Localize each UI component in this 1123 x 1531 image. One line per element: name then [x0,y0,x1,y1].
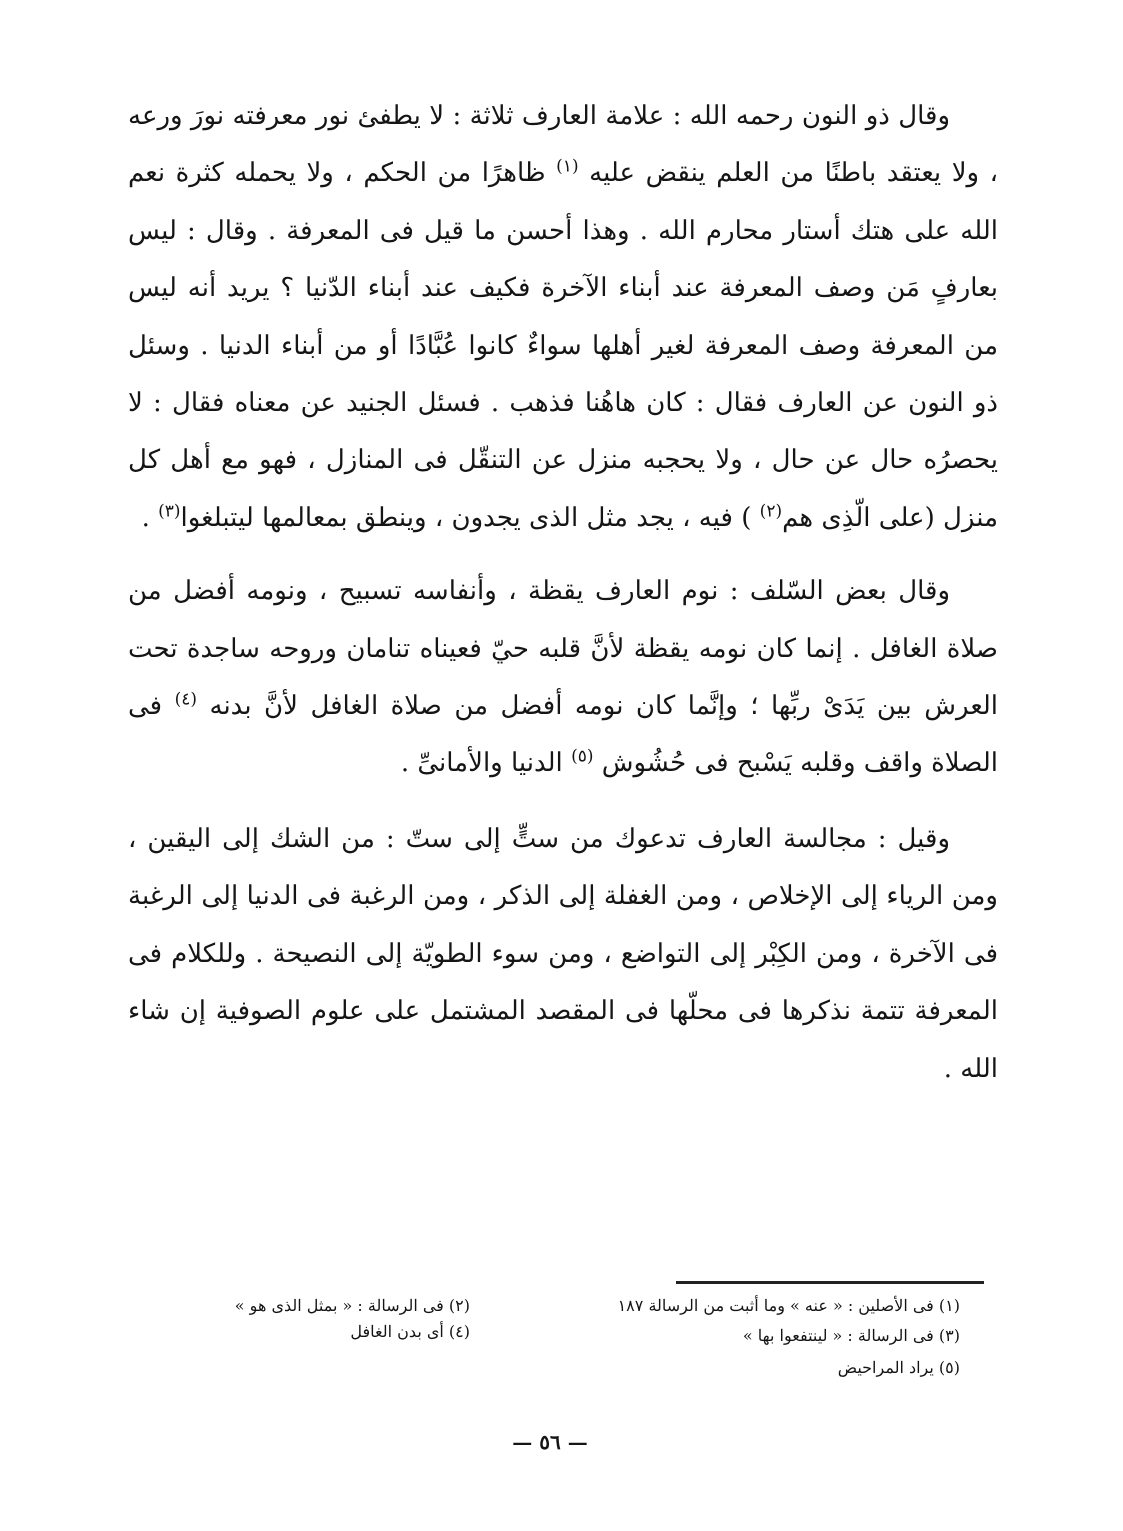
footnotes [160,1296,960,1406]
footnote-2: (٢) فى الرسالة : « بمثل الذى هو » [234,1296,470,1315]
paragraph-3 [128,811,998,1098]
paragraph-2-text-c: الدنيا والأمانىِّ . [400,748,563,779]
paragraph-1 [128,88,998,547]
footnote-1: (١) فى الأصلين : « عنه » وما أثبت من الرسالة ١٨٧ [617,1296,960,1315]
paragraph-1-text-a: وقال ذو النون رحمه الله : علامة العارف ثلاثة : لا يطفئ نور معرفته نورَ ورعه ، ولا يعتقد باطنًا من العلم ينقض عليه [128,101,999,189]
page-number: — ٥٦ — [512,1430,588,1454]
footnote-4: (٤) أى بدن الغافل [350,1322,470,1341]
footnote-ref-5: (٥) [571,746,594,767]
paragraph-1-text-b: ظاهرًا من الحكم ، ولا يحمله كثرة نعم الله على هتك أستار محارم الله . وهذا أحسن ما قيل فى المعرفة . وقال : ليس بعارفٍ مَن وصف المعرفة عند أبناء الآخرة فكيف عند أبناء الدّنيا ؟ يريد أنه ليس من المعرفة وصف المعرفة لغير أهلها سواءٌ كانوا عُبَّادًا أو من أبناء الدنيا . وسئل ذو النون عن العارف فقال : كان هاهُنا فذهب . فسئل الجنيد عن معناه فقال : لا يحصرُه حال عن حال ، ولا يحجبه منزل عن التنقّل فى المنازل ، فهو مع أهل كل منزل (على الّذِى هم [128,158,998,533]
paragraph-1-text-c: ) فيه ، يجد مثل الذى يجدون ، وينطق بمعالمها ليتبلغوا [180,502,752,533]
paragraph-2 [128,563,998,793]
paragraph-3-text: وقيل : مجالسة العارف تدعوك من ستٍّ إلى ستّ : من الشك إلى اليقين ، ومن الرياء إلى الإخلاص ، ومن الغفلة إلى الذكر ، ومن الرغبة فى الدنيا إلى الرغبة فى الآخرة ، ومن الكِبْر إلى التواضع ، ومن سوء الطويّة إلى النصيحة . وللكلام فى المعرفة تتمة نذكرها فى محلّها فى المقصد المشتمل على علوم الصوفية إن شاء الله . [128,823,998,1084]
paragraph-2-text-a: وقال بعض السّلف : نوم العارف يقظة ، وأنفاسه تسبيح ، ونومه أفضل من صلاة الغافل . إنما كان نومه يقظة لأنَّ قلبه حيّ فعيناه تناماﻥ وروحه ساجدة تحت العرش بين يَدَىْ ربِّها ؛ وإنَّما كان نومه أفضل من صلاة الغافل لأنَّ بدنه [128,576,999,722]
footnote-divider [676,1281,984,1284]
paragraph-2-text-b: فى الصلاة واقف وقلبه يَسْبح فى حُشُوش [128,691,998,779]
footnote-ref-3: (٣) [158,501,181,522]
footnote-ref-2: (٢) [759,501,783,522]
main-text [128,88,998,1098]
footnote-ref-1: (١) [556,156,579,177]
footnote-ref-4: (٤) [174,689,198,710]
footnote-3: (٣) فى الرسالة : « لينتفعوا بها » [742,1326,960,1345]
paragraph-1-text-d: . [141,502,150,533]
footnote-5: (٥) يراد المراحيض [837,1358,960,1377]
